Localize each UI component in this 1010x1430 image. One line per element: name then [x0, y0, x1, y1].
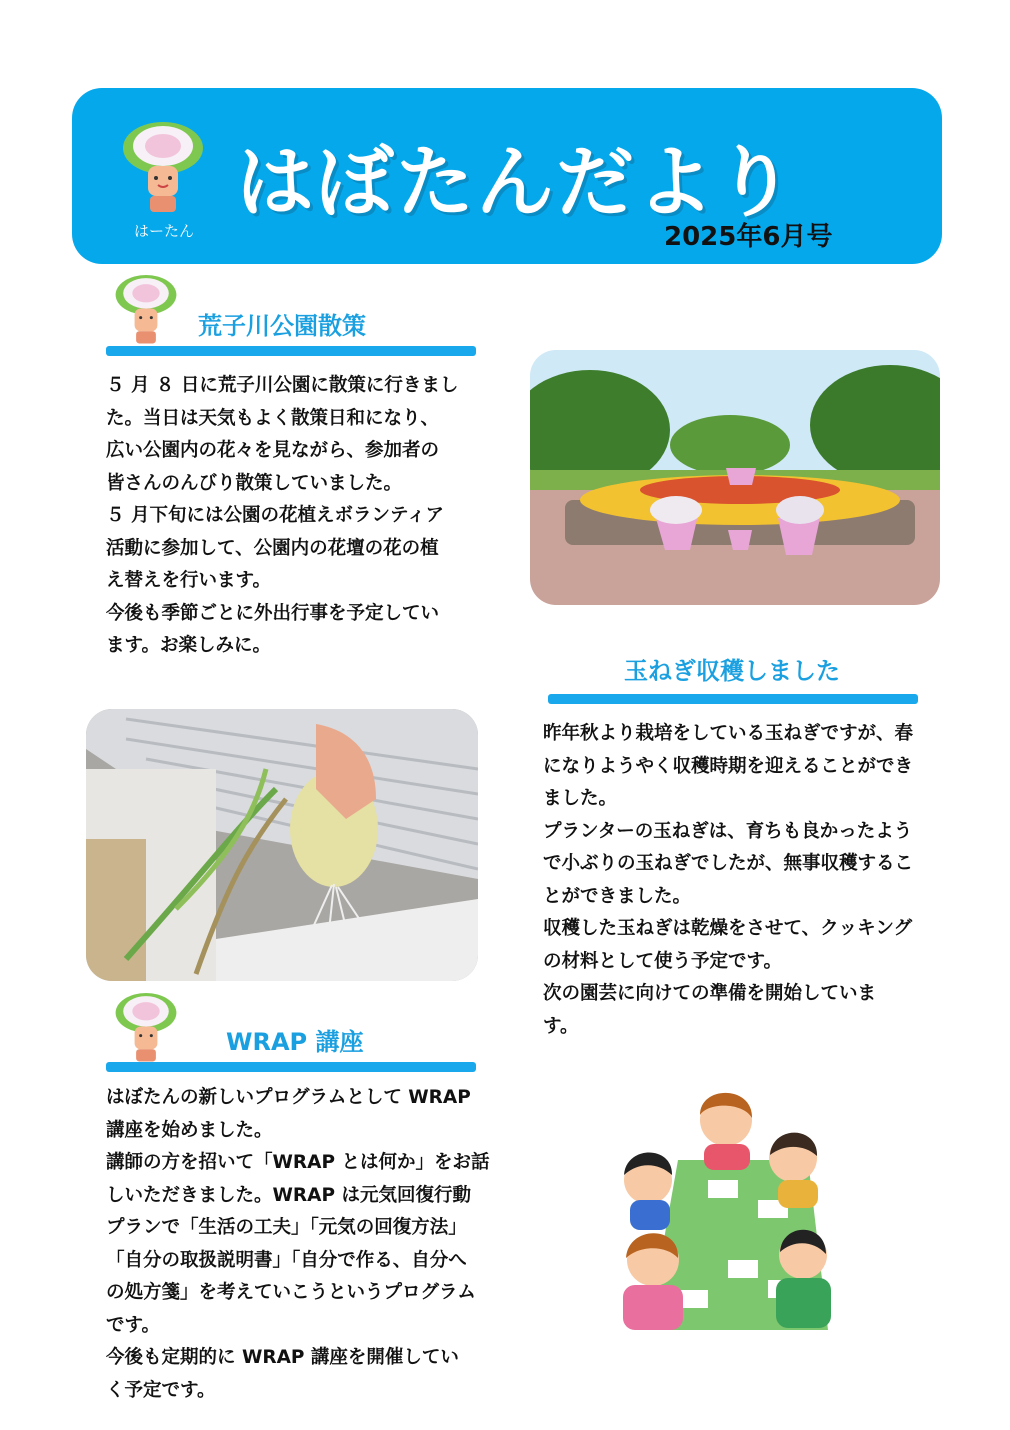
text-line: す。: [543, 1015, 579, 1037]
text-line: です。: [106, 1314, 161, 1336]
text-line: しいただきました。WRAP は元気回復行動: [106, 1184, 471, 1206]
onion-text: [543, 718, 943, 1043]
text-line: え替えを行います。: [106, 570, 272, 591]
text-line: ５ 月下旬には公園の花植えボランティア: [106, 505, 444, 526]
text-line: で小ぶりの玉ねぎでしたが、無事収穫するこ: [543, 853, 914, 874]
text-line: の材料として使う予定です。: [543, 950, 783, 972]
text-line: た。当日は天気もよく散策日和になり、: [106, 407, 440, 429]
section-rule: [106, 1062, 476, 1072]
text-line: く予定です。: [106, 1379, 216, 1401]
section-rule: [106, 346, 476, 356]
text-line: はぼたんの新しいプログラムとして WRAP: [106, 1087, 471, 1108]
text-line: 今後も季節ごとに外出行事を予定してい: [106, 602, 440, 624]
text-line: になりようやく収穫時期を迎えることができ: [543, 755, 914, 777]
park-photo: [530, 350, 940, 605]
mascot-caption: はーたん: [134, 222, 195, 240]
text-line: 講座を始めました。: [106, 1119, 273, 1141]
text-line: 活動に参加して、公園内の花壇の花の植: [106, 537, 439, 559]
section-title-walk: 荒子川公園散策: [198, 312, 366, 340]
section-rule: [548, 694, 918, 704]
text-line: 広い公園内の花々を見ながら、参加者の: [106, 440, 440, 461]
text-line: プランターの玉ねぎは、育ちも良かったよう: [543, 820, 913, 842]
section-title-onion: 玉ねぎ収穫しました: [624, 657, 840, 685]
text-line: 「自分の取扱説明書」「自分で作る、自分へ: [106, 1249, 467, 1271]
text-line: の処方箋」を考えていこうというプログラム: [106, 1282, 476, 1303]
meeting-illustration: [608, 1080, 838, 1340]
mascot-icon: [108, 990, 184, 1066]
text-line: 講師の方を招いて「WRAP とは何か」をお話: [106, 1152, 490, 1173]
text-line: ました。: [543, 788, 618, 809]
text-line: ます。お楽しみに。: [106, 635, 272, 656]
page-title: はぼたんだより: [236, 138, 797, 228]
section-title-wrap: WRAP 講座: [226, 1028, 364, 1056]
text-line: 今後も定期的に WRAP 講座を開催してい: [106, 1347, 459, 1368]
walk-text: [106, 370, 506, 663]
mascot-icon: [108, 272, 184, 348]
issue-label: 2025年6月号: [664, 222, 833, 252]
text-line: ５ 月 ８ 日に荒子川公園に散策に行きまし: [106, 375, 459, 396]
text-line: 皆さんのんびり散策していました。: [106, 472, 403, 494]
text-line: 次の園芸に向けての準備を開始していま: [543, 983, 877, 1004]
onion-harvest-photo: [86, 709, 478, 981]
wrap-text: [106, 1082, 506, 1407]
mascot-icon: [118, 118, 208, 218]
text-line: 収穫した玉ねぎは乾燥をさせて、クッキング: [543, 918, 913, 939]
text-line: 昨年秋より栽培をしている玉ねぎですが、春: [543, 723, 914, 744]
text-line: とができました。: [543, 885, 692, 907]
text-line: プランで「生活の工夫」「元気の回復方法」: [106, 1217, 467, 1238]
